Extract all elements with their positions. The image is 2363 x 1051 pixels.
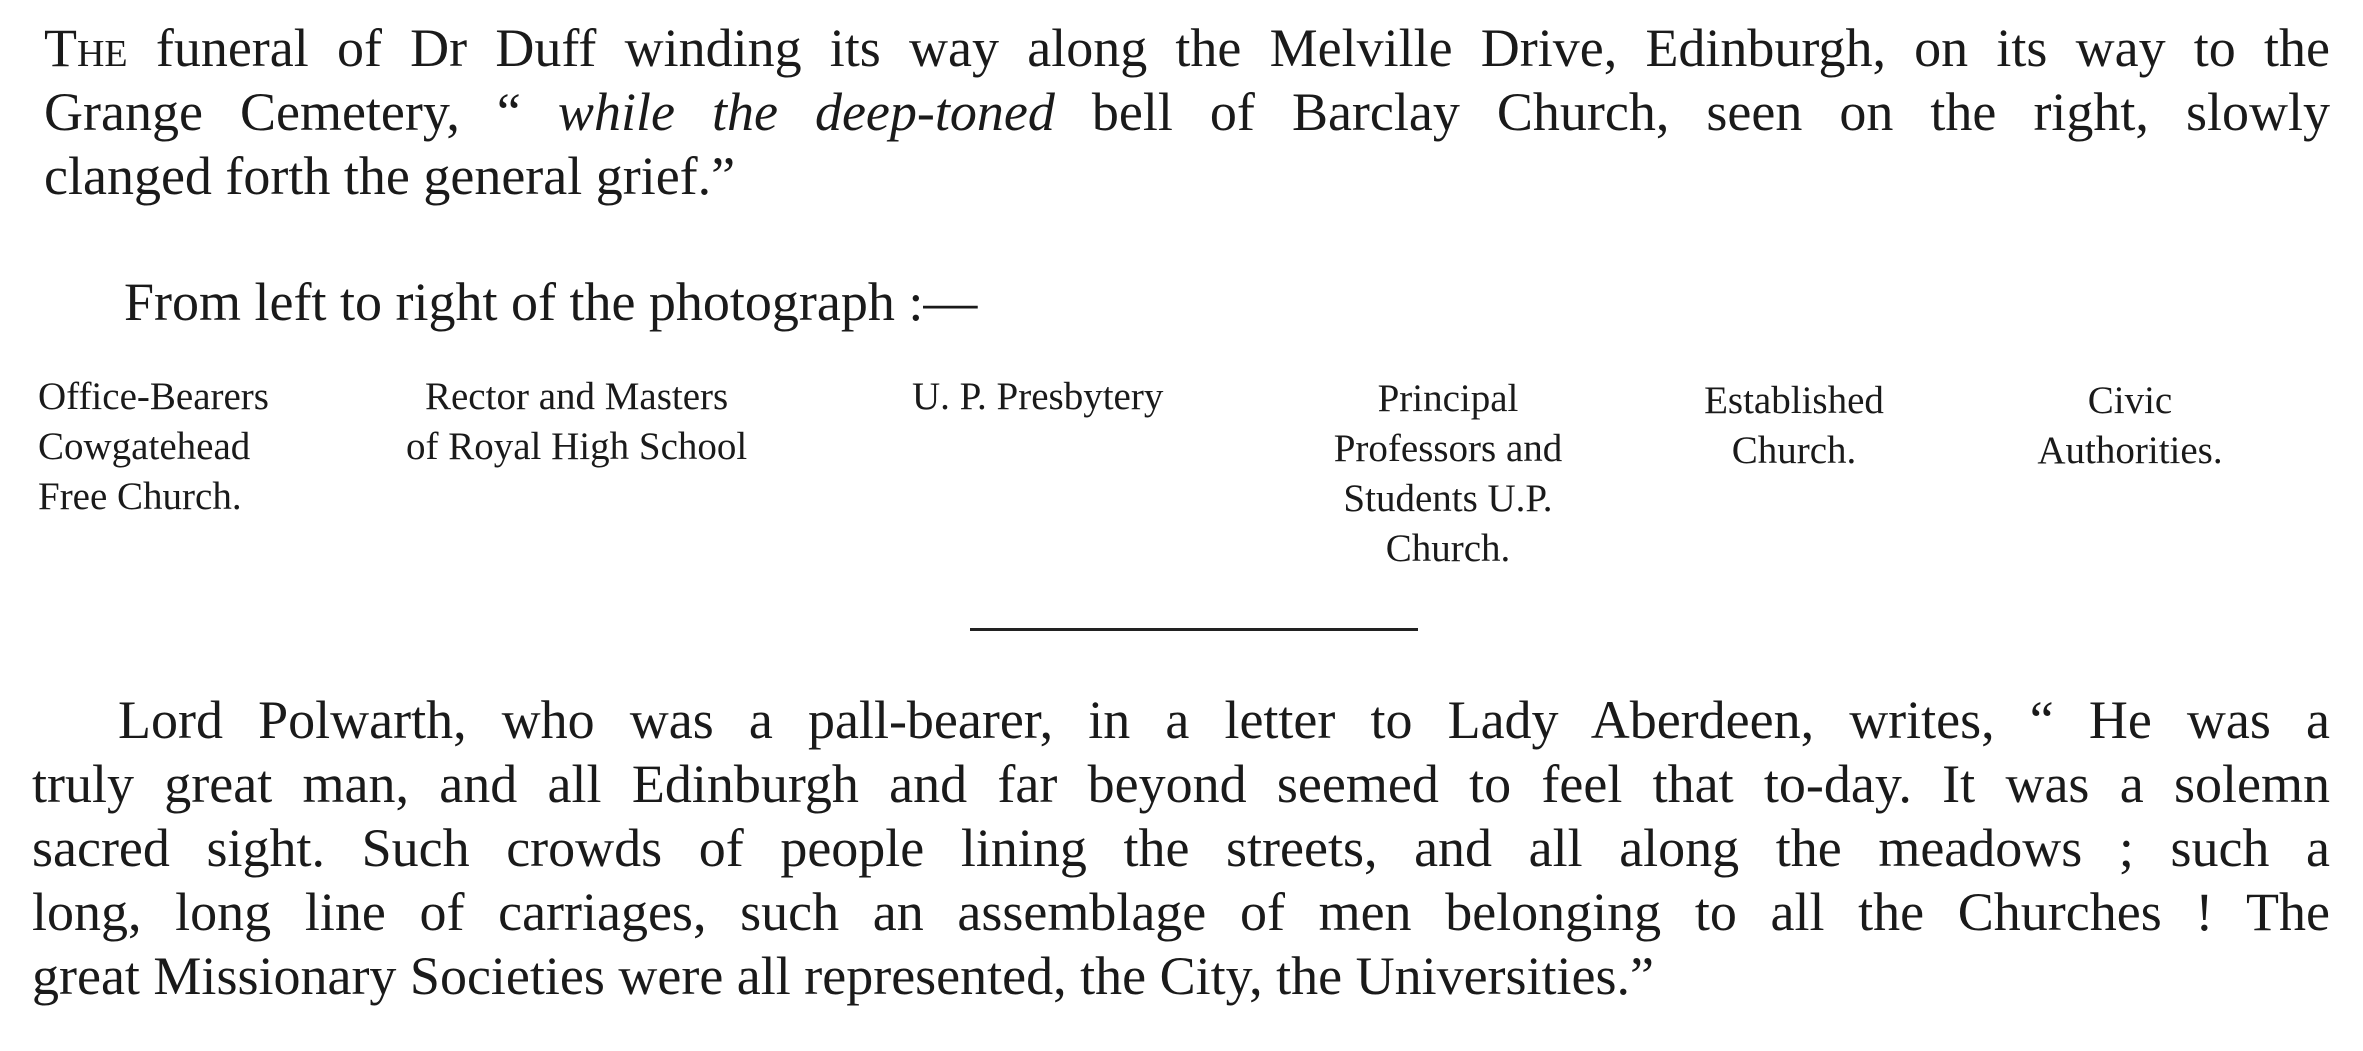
group-label-office-bearers xyxy=(38,372,269,522)
group-label-line: Civic xyxy=(2087,379,2173,422)
group-label-line: of Royal High School xyxy=(406,425,748,468)
caption-line-2 xyxy=(44,80,2330,144)
group-label-rector-masters xyxy=(406,372,747,472)
section-divider-rule xyxy=(970,628,1418,631)
group-label-established-church xyxy=(1664,376,1924,476)
group-label-line: Rector and Masters xyxy=(424,375,729,418)
group-label-line: Cowgatehead xyxy=(38,425,251,468)
caption-line-2-italic: while the deep-toned xyxy=(557,82,1055,142)
group-label-line: Authorities. xyxy=(2037,429,2223,472)
caption-line-3: clanged forth the general grief.” xyxy=(44,146,736,206)
group-label-line: Free Church. xyxy=(38,475,242,518)
polwarth-letter-paragraph xyxy=(32,688,2330,1008)
group-label-civic-authorities xyxy=(1990,376,2270,476)
group-label-line: Church. xyxy=(1731,429,1857,472)
letter-line-3: sacred sight. Such crowds of people lining the streets, and all along the meadows ; such a xyxy=(32,818,2330,878)
group-label-line: U. P. Presbytery xyxy=(912,375,1164,418)
group-label-principal-professors xyxy=(1288,374,1608,574)
photo-order-intro: From left to right of the photograph :— xyxy=(124,272,978,332)
caption-line-1-text: funeral of Dr Duff winding its way along the Melville Drive, Edinburgh, on its way to the xyxy=(127,18,2330,78)
letter-line-5: great Missionary Societies were all represented, the City, the Universities.” xyxy=(32,946,1655,1006)
group-label-line: Established xyxy=(1704,379,1884,422)
caption-line-2-start: Grange Cemetery, “ xyxy=(44,82,558,142)
group-label-up-presbytery xyxy=(912,372,1163,422)
caption-line-1 xyxy=(44,16,2330,80)
photo-caption-paragraph xyxy=(44,16,2330,208)
caption-lead-word: The xyxy=(44,18,128,78)
letter-line-4: long, long line of carriages, such an assemblage of men belonging to all the Churches ! The xyxy=(32,882,2330,942)
letter-line-2: truly great man, and all Edinburgh and far beyond seemed to feel that to-day. It was a solemn xyxy=(32,754,2330,814)
group-label-line: Students U.P. xyxy=(1343,477,1553,520)
group-label-line: Office-Bearers xyxy=(38,375,269,418)
group-label-line: Professors and xyxy=(1333,427,1563,470)
caption-line-2-end: bell of Barclay Church, seen on the right, slowly xyxy=(1054,82,2330,142)
group-label-line: Principal xyxy=(1377,377,1519,420)
group-label-line: Church. xyxy=(1385,527,1511,570)
letter-line-1: Lord Polwarth, who was a pall-bearer, in a letter to Lady Aberdeen, writes, “ He was a xyxy=(118,690,2330,750)
